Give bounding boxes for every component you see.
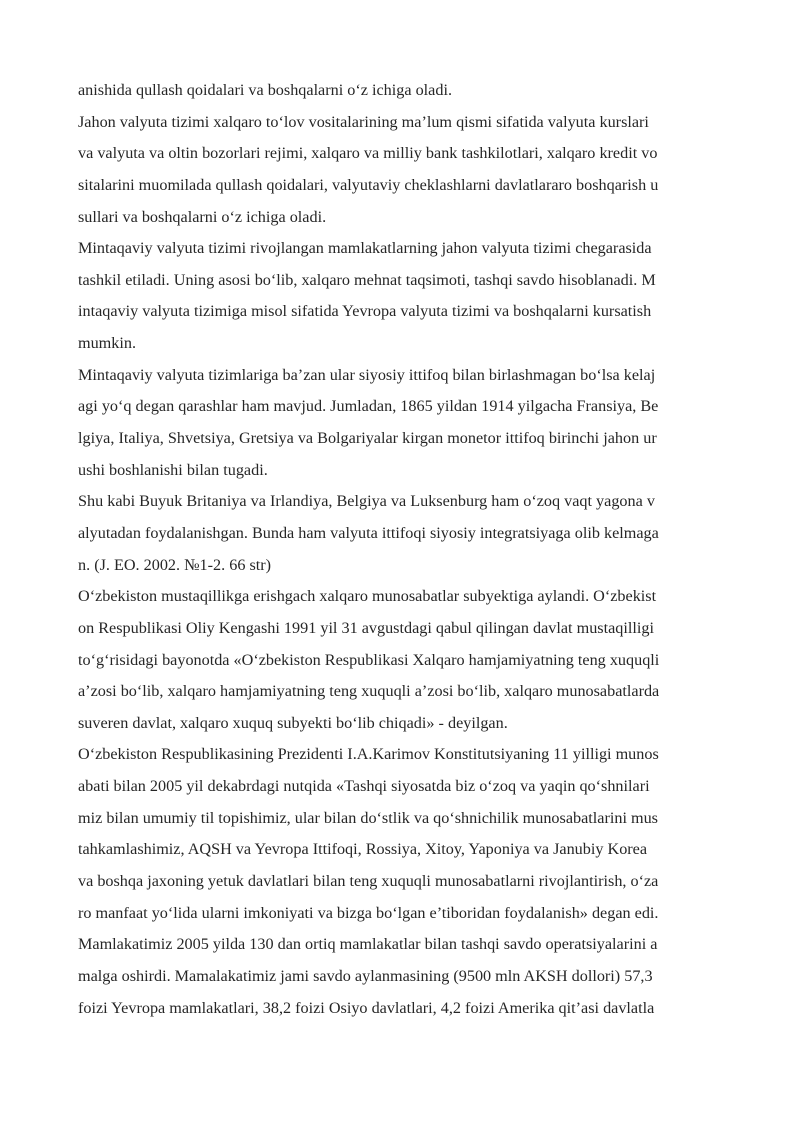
text-line: sitalarini muomilada qullash qoidalari, valyutaviy cheklashlarni davlatlararo boshqarish u [78, 175, 659, 194]
text-line: Shu kabi Buyuk Britaniya va Irlandiya, Belgiya va Luksenburg ham o‘zoq vaqt yagona v [78, 492, 655, 511]
text-line: alyutadan foydalanishgan. Bunda ham valyuta ittifoqi siyosiy integratsiyaga olib kelmaga [78, 523, 659, 542]
text-line: Mintaqaviy valyuta tizimlariga ba’zan ular siyosiy ittifoq bilan birlashmagan bo‘lsa kelaj [78, 365, 656, 384]
text-line: suveren davlat, xalqaro xuquq subyekti bo‘lib chiqadi» - deyilgan. [78, 713, 508, 732]
text-line: a’zosi bo‘lib, xalqaro hamjamiyatning teng xuquqli a’zosi bo‘lib, xalqaro munosabatlarda [78, 682, 660, 701]
text-line: to‘g‘risidagi bayonotda «O‘zbekiston Respublikasi Xalqaro hamjamiyatning teng xuquqli [78, 650, 660, 669]
text-line: tahkamlashimiz, AQSH va Yevropa Ittifoqi, Rossiya, Xitoy, Yaponiya va Janubiy Korea [78, 840, 648, 859]
text-line: ushi boshlanishi bilan tugadi. [78, 460, 268, 479]
text-line: O‘zbekiston mustaqillikga erishgach xalqaro munosabatlar subyektiga aylandi. O‘zbekist [78, 587, 657, 606]
text-line: anishida qullash qoidalari va boshqalarni o‘z ichiga oladi. [78, 81, 453, 99]
text-line: sullari va boshqalarni o‘z ichiga oladi. [78, 207, 327, 226]
text-line: tashkil etiladi. Uning asosi bo‘lib, xalqaro mehnat taqsimoti, tashqi savdo hisoblanadi. M [78, 270, 656, 289]
text-line: lgiya, Italiya, Shvetsiya, Gretsiya va Bolgariyalar kirgan monetor ittifoq birinchi jahon ur [78, 429, 657, 448]
text-line: Mintaqaviy valyuta tizimi rivojlangan mamlakatlarning jahon valyuta tizimi chegarasida [78, 239, 652, 258]
text-line: abati bilan 2005 yil dekabrdagi nutqida «Tashqi siyosatda biz o‘zoq va yaqin qo‘shnilari [78, 777, 650, 796]
text-line: miz bilan umumiy til topishimiz, ular bilan do‘stlik va qo‘shnichilik munosabatlarini mus [78, 808, 658, 827]
text-line: malga oshirdi. Mamalakatimiz jami savdo aylanmasining (9500 mln AKSH dollori) 57,3 [78, 966, 653, 985]
text-line: ro manfaat yo‘lida ularni imkoniyati va bizga bo‘lgan e’tiboridan foydalanish» degan edi. [78, 903, 659, 922]
document-body [78, 75, 758, 1024]
text-line: agi yo‘q degan qarashlar ham mavjud. Jumladan, 1865 yildan 1914 yilgacha Fransiya, Be [78, 397, 659, 416]
text-line: O‘zbekiston Respublikasining Prezidenti I.A.Karimov Konstitutsiyaning 11 yilligi munos [78, 745, 659, 764]
text-line: n. (J. EO. 2002. №1-2. 66 str) [78, 555, 272, 574]
text-line: va boshqa jaxoning yetuk davlatlari bilan teng xuquqli munosabatlarni rivojlantirish, o‘za [78, 872, 659, 891]
text-line: mumkin. [78, 334, 137, 353]
text-line: intaqaviy valyuta tizimiga misol sifatida Yevropa valyuta tizimi va boshqalarni kursatish [78, 302, 652, 321]
text-line: foizi Yevropa mamlakatlari, 38,2 foizi Osiyo davlatlari, 4,2 foizi Amerika qit’asi davlatla [78, 998, 655, 1017]
text-line: Jahon valyuta tizimi xalqaro to‘lov vositalarining ma’lum qismi sifatida valyuta kurslari [78, 112, 649, 131]
text-line: on Respublikasi Oliy Kengashi 1991 yil 31 avgustdagi qabul qilingan davlat mustaqilligi [78, 618, 654, 637]
text-line: Mamlakatimiz 2005 yilda 130 dan ortiq mamlakatlar bilan tashqi savdo operatsiyalarini a [78, 935, 658, 954]
text-line: va valyuta va oltin bozorlari rejimi, xalqaro va milliy bank tashkilotlari, xalqaro kredit vo [78, 144, 658, 163]
